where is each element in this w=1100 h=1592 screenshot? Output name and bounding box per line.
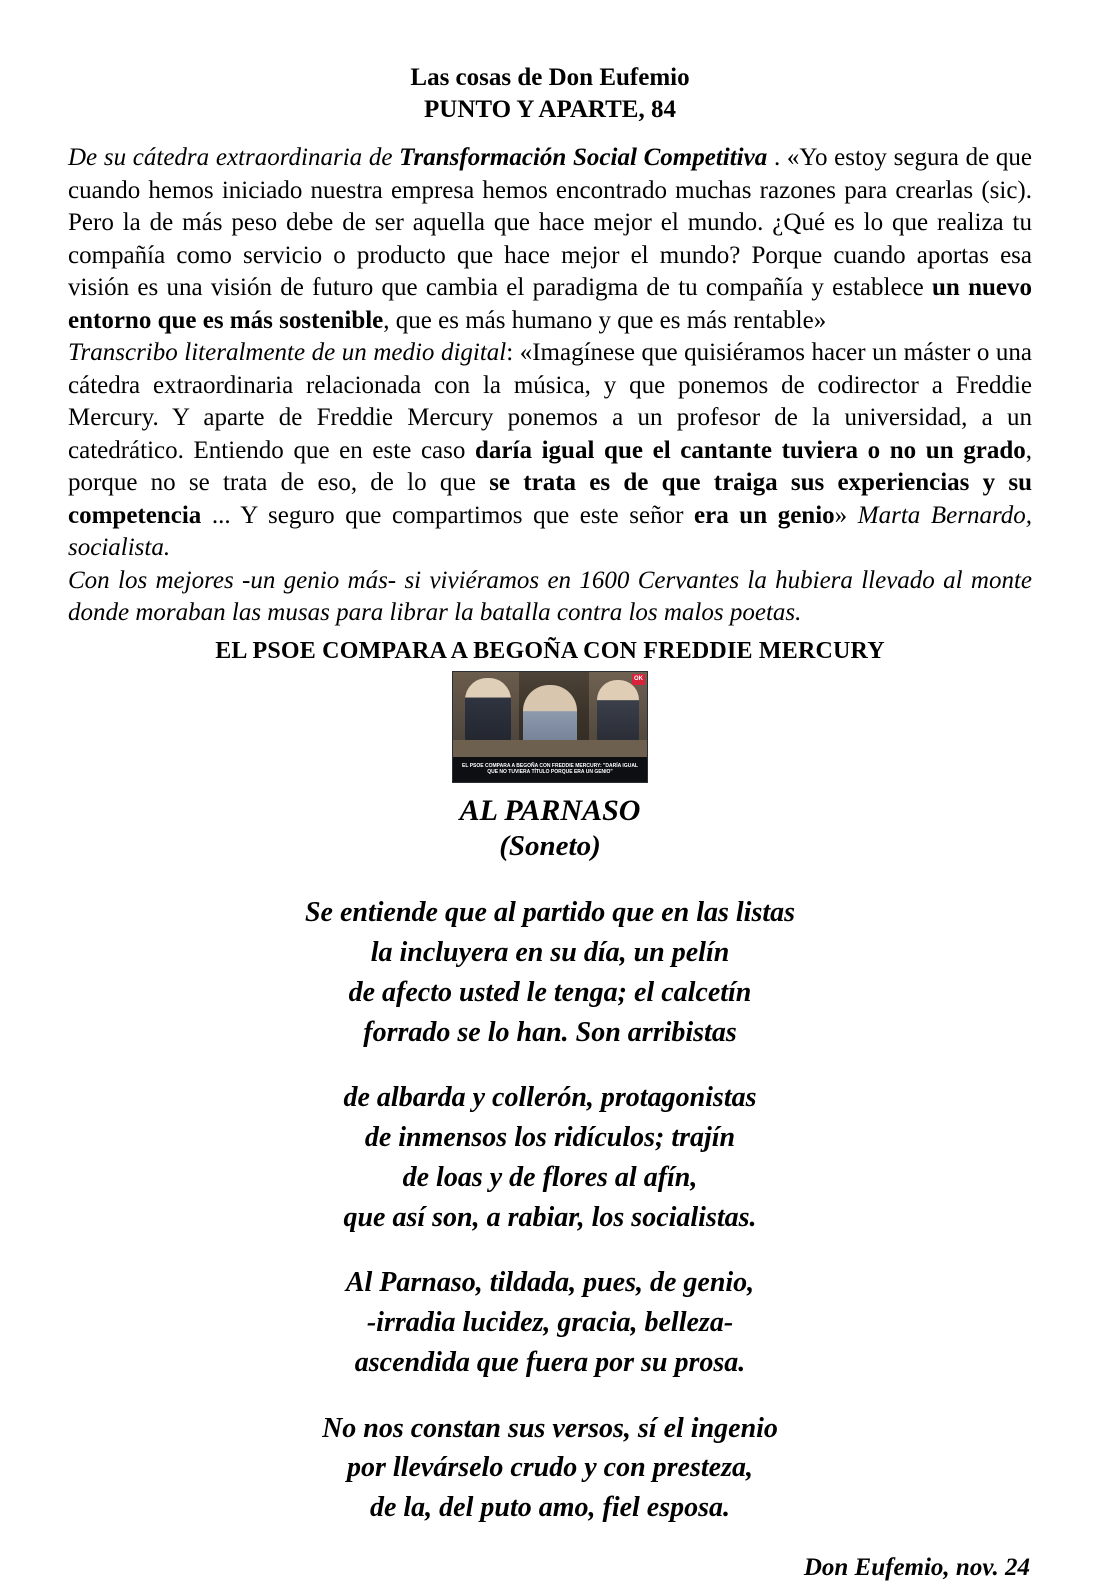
p2-attribution: Marta Bernardo, socialista.	[68, 501, 1033, 561]
news-headline: EL PSOE COMPARA A BEGOÑA CON FREDDIE MERCURY	[215, 637, 885, 664]
poem-stanza-1	[68, 893, 1032, 1052]
thumbnail-caption: EL PSOE COMPARA A BEGOÑA CON FREDDIE MERCURY: "DARÍA IGUAL QUE NO TUVIERA TÍTULO PORQUE ERA UN GENIO"	[453, 757, 647, 781]
ok-diario-logo-icon: OK	[632, 674, 645, 685]
body-text	[68, 142, 1032, 630]
p2-text-g: »	[834, 501, 858, 529]
title-line-2: PUNTO Y APARTE, 84	[424, 96, 676, 123]
p1-lead-bold-italic: Transformación Social Competitiva	[399, 144, 768, 171]
paragraph-2	[68, 337, 1032, 565]
thumbnail-person-right	[597, 680, 640, 742]
p2-text-c: , porque no se trata de eso, de lo que	[68, 436, 1032, 496]
poem-line: de loas y de flores al afín,	[402, 1161, 698, 1193]
poem-stanza-2	[68, 1078, 1032, 1237]
p2-bold-b: daría igual que el cantante tuviera o no un grado	[475, 436, 1026, 464]
poem-line: ascendida que fuera por su prosa.	[354, 1346, 746, 1378]
poem-line: de inmensos los ridículos; trajín	[364, 1122, 736, 1154]
news-thumbnail-figure	[452, 671, 648, 783]
p1-text-a: . «Yo estoy segura de que cuando hemos iniciado nuestra empresa hemos encontrado muchas razones para crearlas (sic). Pero la de más peso debe de ser aquella que hace mejor el mundo. ¿Qué es lo que realiza tu compañía como servicio o producto que hace mejor el mundo? Porque cuando aportas esa visión es una visión de futuro que cambia el paradigma de tu compañía y establece	[68, 144, 1032, 301]
poem-line: Al Parnaso, tildada, pues, de genio,	[345, 1267, 755, 1299]
poem-line: de la, del puto amo, fiel esposa.	[369, 1492, 731, 1524]
poem-line: por llevárselo crudo y con presteza,	[347, 1452, 753, 1484]
paragraph-3: Con los mejores -un genio más- si viviéramos en 1600 Cervantes la hubiera llevado al monte donde moraban las musas para librar la batalla contra los malos poetas.	[68, 566, 1032, 626]
p1-text-c: , que es más humano y que es más rentable»	[383, 306, 827, 334]
poem-subtitle: (Soneto)	[499, 829, 601, 862]
p2-lead-italic: Transcribo literalmente de un medio digital	[68, 339, 507, 366]
poem-line: No nos constan sus versos, sí el ingenio	[322, 1412, 778, 1444]
p2-bold-d: se trata es de que traiga sus experiencias y su competencia	[68, 469, 1033, 529]
poem-title: AL PARNASO	[459, 793, 641, 827]
p1-lead-italic: De su cátedra extraordinaria de	[68, 144, 400, 171]
p1-bold-b: un nuevo entorno que es más sostenible	[68, 274, 1032, 334]
p2-bold-f: era un genio	[694, 501, 835, 529]
p2-text-e: ... Y seguro que compartimos que este señor	[201, 501, 695, 529]
poem-stanza-3	[68, 1263, 1032, 1382]
title-line-1: Las cosas de Don Eufemio	[410, 64, 690, 91]
document-title	[68, 62, 1032, 126]
poem-line: de afecto usted le tenga; el calcetín	[348, 976, 752, 1008]
thumbnail-person-left	[465, 678, 512, 742]
poem-line: forrado se lo han. Son arribistas	[363, 1016, 737, 1048]
p2-text-a: : «Imagínese que quisiéramos hacer un máster o una cátedra extraordinaria relacionada con la música, y que ponemos de codirector a Freddie Mercury. Y aparte de Freddie Mercury ponemos a un profesor de la universidad, a un catedrático. Entiendo que en este caso	[68, 339, 1032, 464]
paragraph-1	[68, 142, 1032, 337]
poem-line: que así son, a rabiar, los socialistas.	[343, 1201, 757, 1233]
poem-line: de albarda y collerón, protagonistas	[343, 1082, 757, 1114]
thumbnail-desk	[453, 740, 647, 758]
news-thumbnail-image	[452, 671, 648, 783]
poem-line: -irradia lucidez, gracia, belleza-	[366, 1307, 734, 1339]
poem-line: Se entiende que al partido que en las listas	[304, 897, 796, 929]
poem-stanza-4	[68, 1409, 1032, 1528]
author-signature: Don Eufemio, nov. 24	[803, 1553, 1030, 1581]
poem-line: la incluyera en su día, un pelín	[370, 937, 730, 969]
